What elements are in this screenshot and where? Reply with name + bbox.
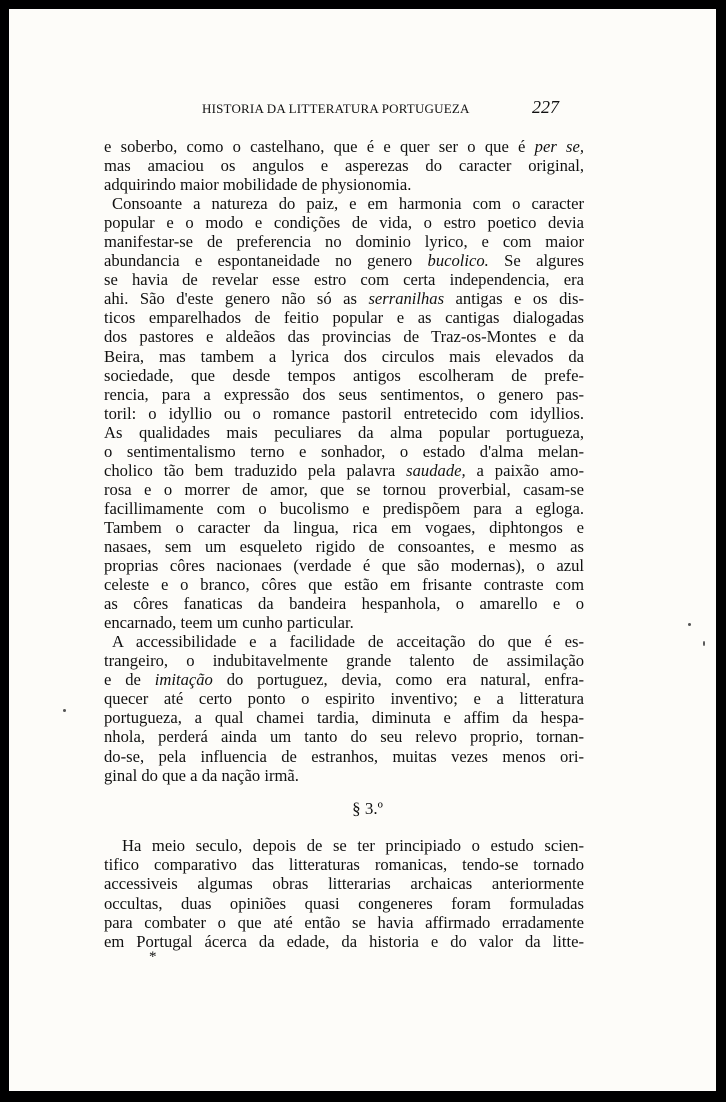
text-line: Ha meio seculo, depois de se ter principiado o estudo scien- bbox=[122, 836, 584, 855]
text-line: e de imitação do portuguez, devia, como era natural, enfra- bbox=[104, 670, 584, 690]
text-line: rosa e o morrer de amor, que se tornou proverbial, casam-se bbox=[104, 479, 584, 499]
text-line: do-se, pela influencia de estranhos, muitas vezes menos ori- bbox=[104, 746, 584, 766]
text-line: abundancia e espontaneidade no genero bucolico. Se algures bbox=[104, 251, 584, 271]
body-text bbox=[104, 137, 584, 785]
text-line: mas amaciou os angulos e asperezas do caracter original, bbox=[104, 156, 584, 176]
text-line: A accessibilidade e a facilidade de acceitação do que é es- bbox=[112, 632, 584, 652]
text-line: encarnado, teem um cunho particular. bbox=[104, 613, 354, 633]
signature-mark: * bbox=[149, 949, 157, 965]
page-number: 227 bbox=[532, 97, 559, 117]
running-title: HISTORIA DA LITTERATURA PORTUGUEZA bbox=[202, 101, 470, 116]
text-line: quecer até certo ponto o espirito inventivo; e a litteratura bbox=[104, 689, 584, 709]
text-line: facillimamente com o bucolismo e predispõem para a egloga. bbox=[104, 498, 584, 518]
text-line: ahi. São d'este genero não só as serranilhas antigas e os dis- bbox=[104, 289, 584, 309]
text-line: popular e o modo e condições de vida, o estro poetico devia bbox=[104, 213, 584, 233]
text-line: rencia, para a expressão dos seus sentimentos, o genero pas- bbox=[104, 384, 584, 404]
text-line: manifestar-se de preferencia no dominio lyrico, e com maior bbox=[104, 232, 584, 252]
text-line: o sentimentalismo terno e sonhador, o estado d'alma melan- bbox=[104, 441, 584, 461]
section-heading bbox=[9, 799, 716, 819]
text-line: Tambem o caracter da lingua, rica em vogaes, diphtongos e bbox=[104, 517, 584, 537]
body-text-continued bbox=[104, 836, 584, 951]
text-line: adquirindo maior mobilidade de physionomia. bbox=[104, 175, 412, 195]
text-line: nhola, perderá ainda um tanto do seu relevo proprio, tornan- bbox=[104, 727, 584, 747]
page-header bbox=[9, 91, 716, 131]
text-line: se havia de revelar esse estro com certa independencia, era bbox=[104, 270, 584, 290]
text-line: e soberbo, como o castelhano, que é e quer ser o que é per se, bbox=[104, 137, 584, 156]
text-line: trangeiro, o indubitavelmente grande talento de assimilação bbox=[104, 651, 584, 671]
text-line: As qualidades mais peculiares da alma popular portugueza, bbox=[104, 422, 584, 442]
text-line: accessiveis algumas obras litterarias archaicas anteriormente bbox=[104, 874, 584, 894]
text-line: Beira, mas tambem a lyrica dos circulos mais elevados da bbox=[104, 346, 584, 366]
text-line: sociedade, que desde tempos antigos escolheram de prefe- bbox=[104, 365, 584, 385]
text-line: proprias côres nacionaes (verdade é que são modernas), o azul bbox=[104, 556, 584, 576]
section-heading-text: § 3.º bbox=[352, 799, 383, 818]
paper-speck bbox=[703, 641, 705, 646]
text-line: dos pastores e aldeãos das provincias de Traz-os-Montes e da bbox=[104, 327, 584, 347]
text-line: cholico tão bem traduzido pela palavra saudade, a paixão amo- bbox=[104, 460, 585, 480]
paper-speck bbox=[688, 623, 691, 626]
text-line: occultas, duas opiniões quasi congeneres foram formuladas bbox=[104, 893, 584, 913]
text-line: ticos emparelhados de feitio popular e as cantigas dialogadas bbox=[104, 308, 584, 328]
text-line: as côres fanaticas da bandeira hespanhola, o amarello e o bbox=[104, 594, 584, 614]
book-page bbox=[9, 9, 716, 1091]
text-line: em Portugal ácerca da edade, da historia e do valor da litte- bbox=[104, 931, 584, 951]
text-line: tifico comparativo das litteraturas romanicas, tendo-se tornado bbox=[104, 855, 584, 875]
text-line: toril: o idyllio ou o romance pastoril entretecido com idyllios. bbox=[104, 403, 584, 423]
text-line: Consoante a natureza do paiz, e em harmonia com o caracter bbox=[112, 194, 584, 214]
paper-speck bbox=[63, 709, 66, 712]
text-line: celeste e o branco, côres que estão em frisante contraste com bbox=[104, 575, 584, 595]
text-line: para combater o que até então se havia affirmado erradamente bbox=[104, 912, 584, 932]
text-line: nasaes, sem um esqueleto rigido de consoantes, e mesmo as bbox=[104, 536, 584, 556]
text-line: portugueza, a qual chamei tardia, diminuta e affim da hespa- bbox=[104, 708, 584, 728]
text-line: ginal do que a da nação irmã. bbox=[104, 765, 299, 785]
